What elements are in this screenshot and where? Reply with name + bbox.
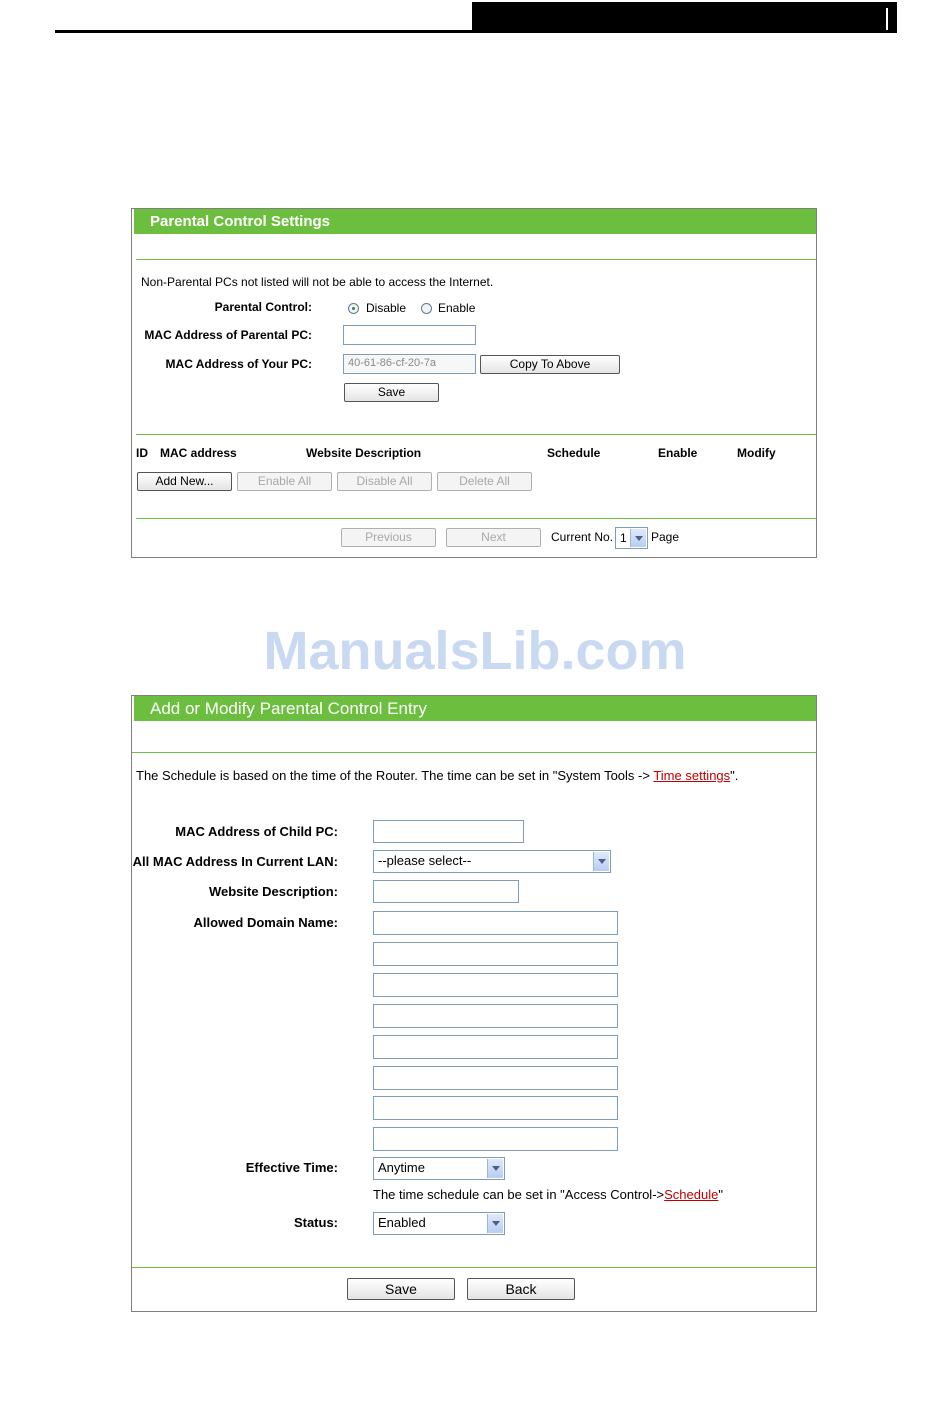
panel-title-bar — [134, 209, 816, 234]
delete-all-button[interactable]: Delete All — [437, 472, 532, 491]
col-header-website-desc: Website Description — [306, 446, 422, 460]
allowed-domain-input-8[interactable] — [373, 1127, 618, 1151]
enable-radio-label: Enable — [438, 301, 476, 315]
all-mac-label: All MAC Address In Current LAN: — [132, 854, 338, 869]
chevron-down-icon — [630, 529, 646, 547]
col-header-mac: MAC address — [160, 446, 237, 460]
note-text-end: ". — [730, 768, 739, 783]
col-header-modify: Modify — [737, 446, 776, 460]
disable-radio-label: Disable — [366, 301, 407, 315]
enable-radio[interactable] — [421, 303, 432, 314]
website-description-input[interactable] — [373, 880, 519, 903]
chevron-down-icon — [487, 1159, 503, 1178]
mac-parental-label: MAC Address of Parental PC: — [144, 328, 312, 342]
panel-title-bar — [134, 696, 816, 721]
effective-time-value: Anytime — [378, 1160, 425, 1175]
allowed-domain-input-5[interactable] — [373, 1035, 618, 1059]
allowed-domain-input-4[interactable] — [373, 1004, 618, 1028]
panel-title: Add or Modify Parental Control Entry — [150, 699, 427, 718]
parental-control-label: Parental Control: — [214, 300, 312, 314]
next-button[interactable]: Next — [446, 528, 541, 547]
col-header-id: ID — [136, 446, 148, 460]
page-select-value: 1 — [620, 531, 627, 545]
non-parental-note: Non-Parental PCs not listed will not be able to access the Internet. — [141, 275, 494, 289]
mac-your-pc-input[interactable]: 40-61-86-cf-20-7a — [343, 354, 476, 374]
page-header-block — [472, 2, 897, 33]
effective-time-label: Effective Time: — [245, 1160, 338, 1175]
allowed-domain-input-6[interactable] — [373, 1066, 618, 1090]
time-settings-link[interactable]: Time settings — [653, 768, 731, 783]
allowed-domain-input-7[interactable] — [373, 1096, 618, 1120]
status-value: Enabled — [378, 1215, 426, 1230]
page-header-notch — [886, 8, 888, 30]
separator — [132, 752, 816, 753]
effective-time-select[interactable] — [373, 1157, 505, 1180]
add-modify-entry-panel — [131, 695, 817, 1312]
current-no-label: Current No. — [551, 530, 614, 544]
entry-save-button[interactable]: Save — [347, 1278, 455, 1300]
status-label: Status: — [293, 1215, 338, 1230]
disable-radio[interactable] — [348, 303, 359, 314]
chevron-down-icon — [593, 852, 609, 871]
allowed-domain-input-3[interactable] — [373, 973, 618, 997]
schedule-note — [373, 1187, 723, 1202]
schedule-link[interactable]: Schedule — [664, 1187, 719, 1202]
all-mac-select[interactable] — [373, 850, 611, 873]
add-new-button[interactable]: Add New... — [137, 472, 232, 491]
watermark: ManualsLib.com — [263, 621, 687, 681]
separator — [132, 1267, 816, 1268]
settings-save-button[interactable]: Save — [344, 383, 439, 402]
allowed-domain-input-2[interactable] — [373, 942, 618, 966]
disable-all-button[interactable]: Disable All — [337, 472, 432, 491]
all-mac-select-value: --please select-- — [378, 853, 472, 868]
mac-child-input[interactable] — [373, 820, 524, 843]
panel-title: Parental Control Settings — [150, 213, 331, 230]
parental-control-settings-panel — [131, 208, 817, 558]
page-select[interactable] — [615, 527, 648, 549]
status-select[interactable] — [373, 1212, 505, 1235]
mac-child-label: MAC Address of Child PC: — [175, 824, 338, 839]
entry-back-button[interactable]: Back — [467, 1278, 575, 1300]
schedule-note-end: " — [718, 1187, 723, 1202]
schedule-router-note — [136, 768, 738, 783]
separator — [136, 259, 816, 260]
website-description-label: Website Description: — [208, 884, 338, 899]
mac-your-pc-label: MAC Address of Your PC: — [165, 357, 312, 371]
note-text: The Schedule is based on the time of the Router. The time can be set in "System Tools -> — [136, 768, 654, 783]
mac-parental-input[interactable] — [343, 325, 476, 345]
separator — [136, 434, 816, 435]
schedule-note-text: The time schedule can be set in "Access Control-> — [373, 1187, 665, 1202]
col-header-schedule: Schedule — [547, 446, 601, 460]
separator — [136, 518, 816, 519]
allowed-domain-input-1[interactable] — [373, 911, 618, 935]
chevron-down-icon — [487, 1214, 503, 1233]
copy-to-above-button[interactable]: Copy To Above — [480, 355, 620, 374]
page-label: Page — [651, 530, 680, 544]
col-header-enable: Enable — [658, 446, 698, 460]
enable-all-button[interactable]: Enable All — [237, 472, 332, 491]
previous-button[interactable]: Previous — [341, 528, 436, 547]
allowed-domain-label: Allowed Domain Name: — [193, 915, 338, 930]
radio-selected-dot — [352, 307, 355, 310]
